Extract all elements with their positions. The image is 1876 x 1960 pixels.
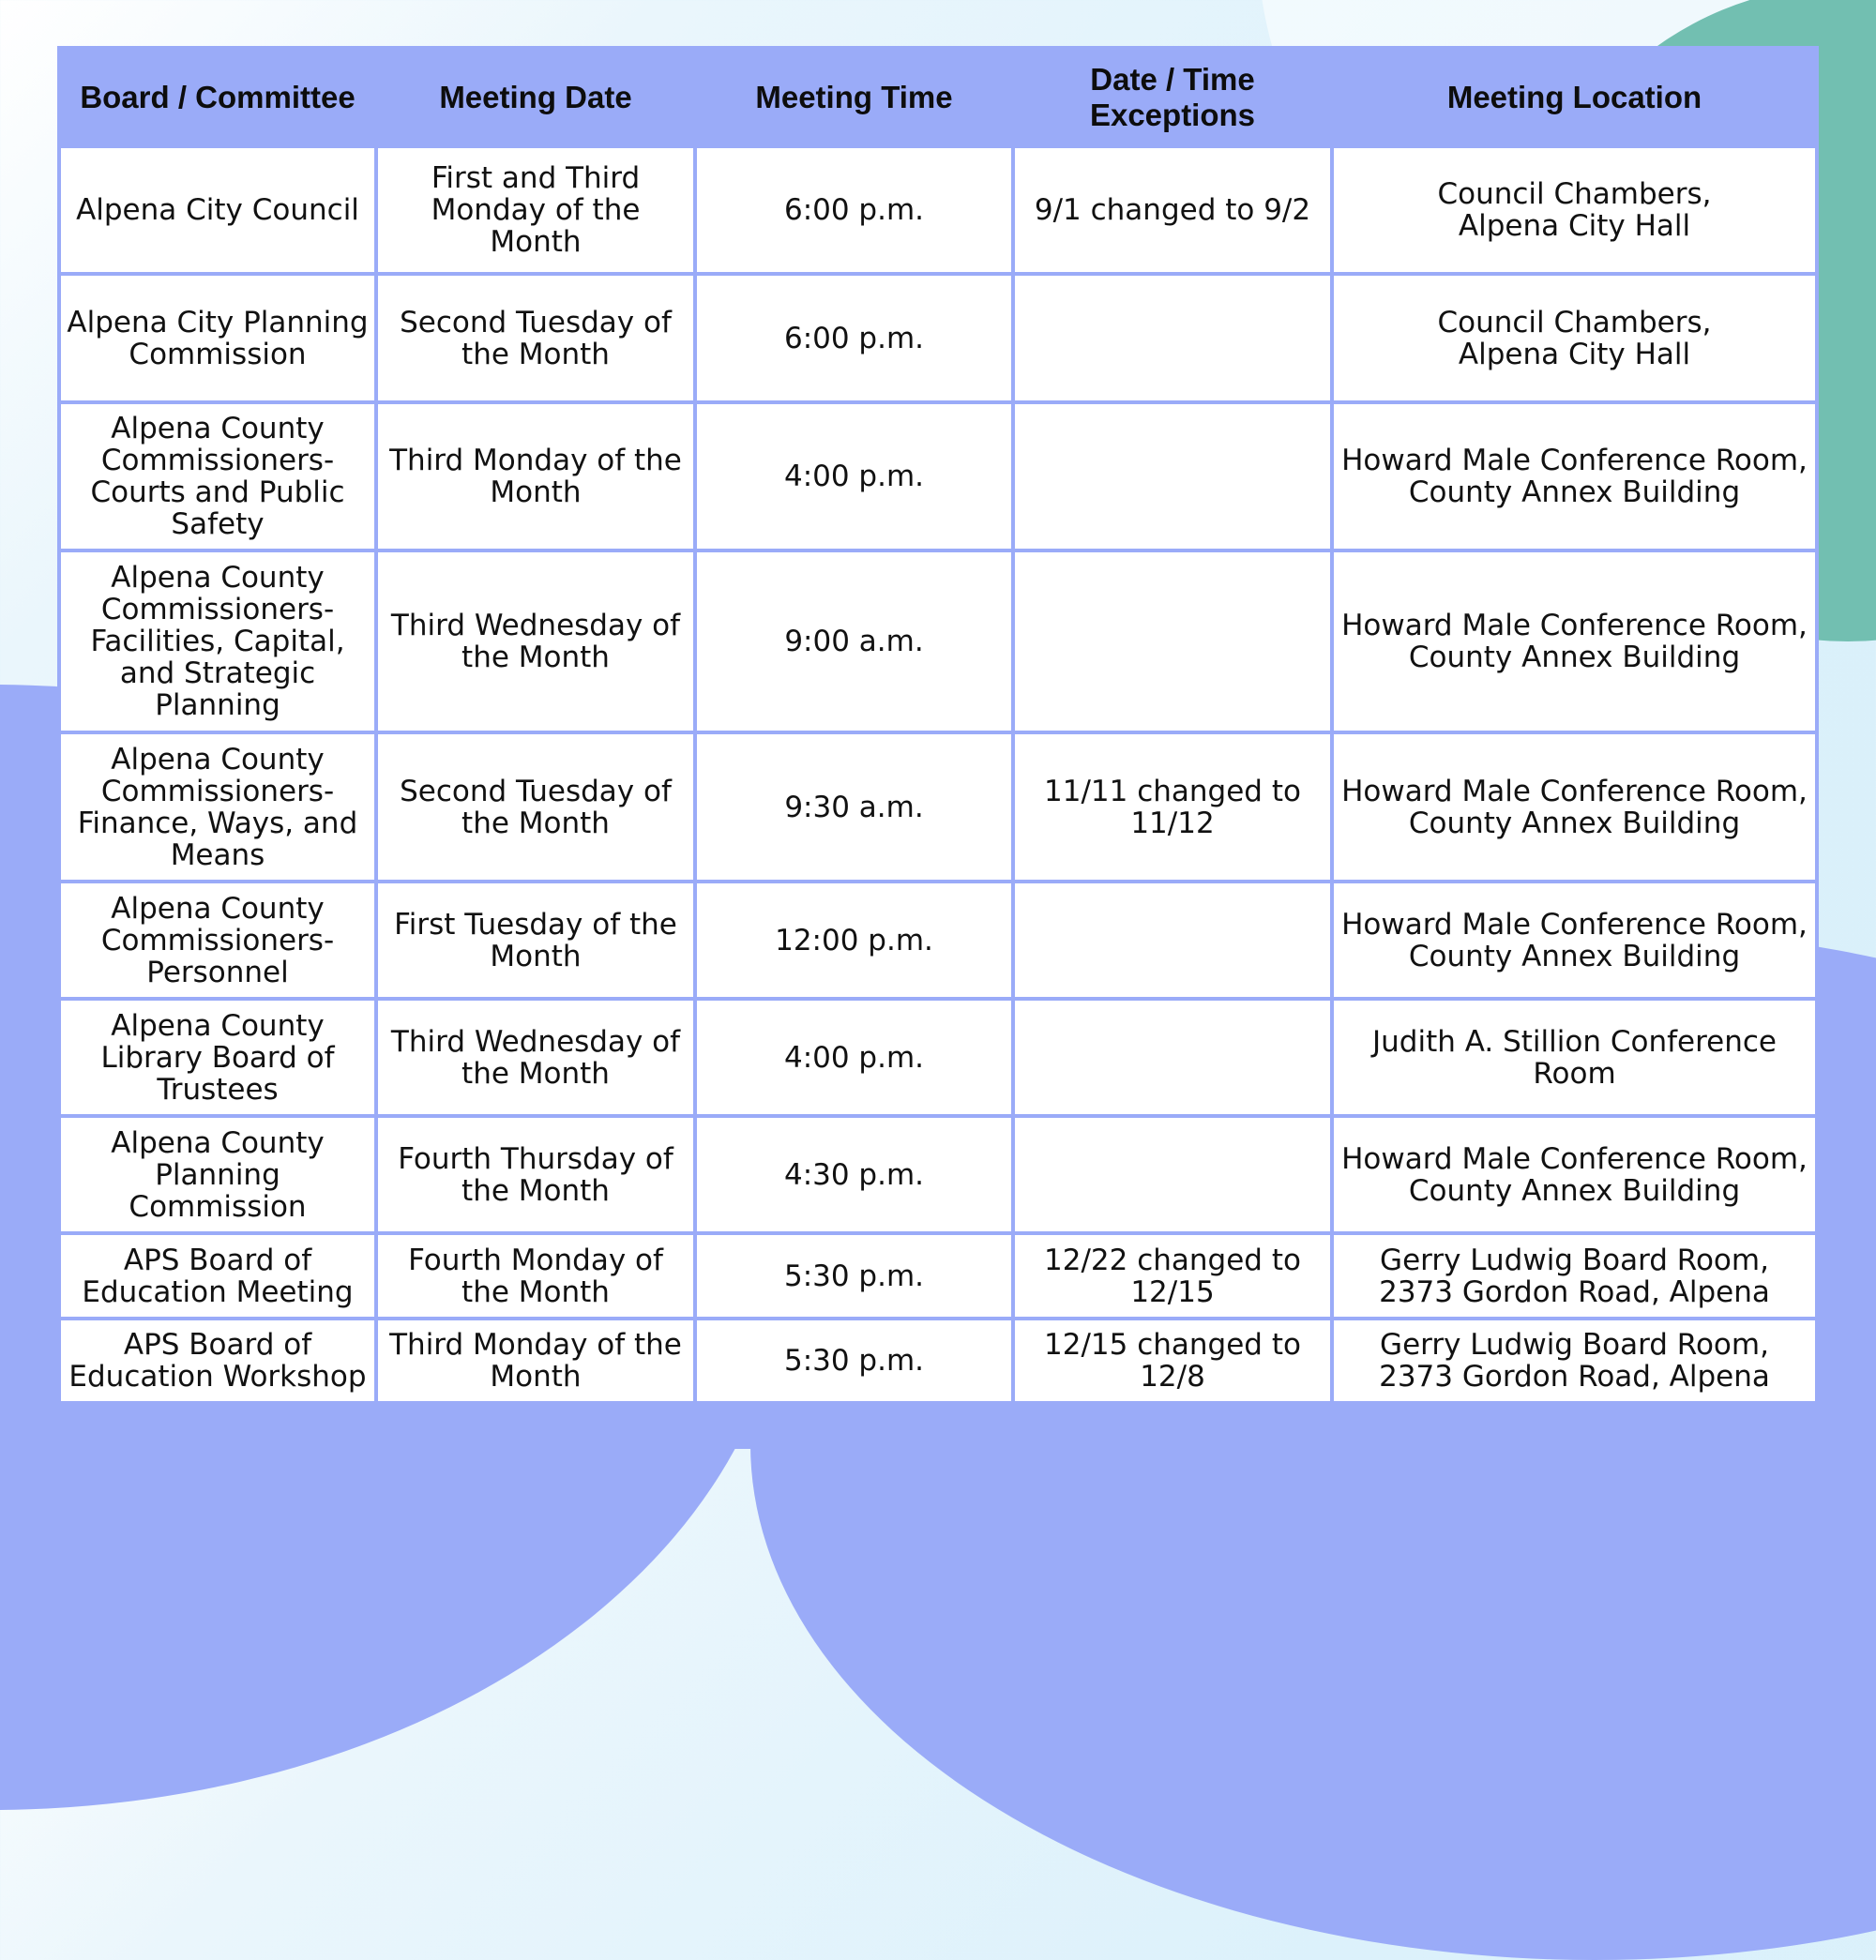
cell-meeting-date: Fourth Monday of the Month: [378, 1235, 693, 1317]
table-body: [61, 148, 1815, 1401]
cell-date-time-exception: 12/15 changed to 12/8: [1015, 1320, 1330, 1401]
cell-board-committee: Alpena County Commissioners- Courts and Public Safety: [61, 404, 374, 549]
table-row: [61, 404, 1815, 549]
cell-board-committee: Alpena County Planning Commission: [61, 1118, 374, 1231]
cell-meeting-date: First Tuesday of the Month: [378, 883, 693, 997]
cell-meeting-date: Fourth Thursday of the Month: [378, 1118, 693, 1231]
header-meeting-location: Meeting Location: [1334, 50, 1815, 144]
header-board-committee: Board / Committee: [61, 50, 374, 144]
cell-meeting-date: Second Tuesday of the Month: [378, 734, 693, 880]
cell-meeting-location: Howard Male Conference Room, County Annex Building: [1334, 734, 1815, 880]
cell-meeting-location: Council Chambers, Alpena City Hall: [1334, 148, 1815, 272]
cell-date-time-exception: 11/11 changed to 11/12: [1015, 734, 1330, 880]
cell-date-time-exception: 9/1 changed to 9/2: [1015, 148, 1330, 272]
header-meeting-date: Meeting Date: [378, 50, 693, 144]
table-row: [61, 883, 1815, 997]
cell-date-time-exception: [1015, 883, 1330, 997]
cell-board-committee: APS Board of Education Workshop: [61, 1320, 374, 1401]
table-row: [61, 148, 1815, 272]
table-row: [61, 276, 1815, 400]
cell-date-time-exception: 12/22 changed to 12/15: [1015, 1235, 1330, 1317]
cell-meeting-date: First and Third Monday of the Month: [378, 148, 693, 272]
cell-meeting-location: Howard Male Conference Room, County Annex Building: [1334, 552, 1815, 731]
cell-date-time-exception: [1015, 1001, 1330, 1114]
cell-meeting-time: 6:00 p.m.: [697, 276, 1011, 400]
cell-board-committee: Alpena County Commissioners- Personnel: [61, 883, 374, 997]
cell-date-time-exception: [1015, 552, 1330, 731]
header-date-time-exceptions: Date / Time Exceptions: [1015, 50, 1330, 144]
cell-meeting-time: 4:00 p.m.: [697, 1001, 1011, 1114]
cell-meeting-time: 5:30 p.m.: [697, 1235, 1011, 1317]
cell-meeting-date: Third Monday of the Month: [378, 1320, 693, 1401]
cell-meeting-location: Council Chambers, Alpena City Hall: [1334, 276, 1815, 400]
cell-date-time-exception: [1015, 1118, 1330, 1231]
cell-meeting-location: Howard Male Conference Room, County Annex Building: [1334, 883, 1815, 997]
meeting-schedule-table: [57, 46, 1819, 1405]
cell-meeting-location: Gerry Ludwig Board Room, 2373 Gordon Road, Alpena: [1334, 1320, 1815, 1401]
cell-meeting-location: Gerry Ludwig Board Room, 2373 Gordon Road, Alpena: [1334, 1235, 1815, 1317]
cell-date-time-exception: [1015, 276, 1330, 400]
cell-meeting-date: Third Monday of the Month: [378, 404, 693, 549]
cell-meeting-time: 4:30 p.m.: [697, 1118, 1011, 1231]
table-row: [61, 552, 1815, 731]
table-row: [61, 1001, 1815, 1114]
cell-board-committee: Alpena County Commissioners- Facilities, Capital, and Strategic Planning: [61, 552, 374, 731]
table-row: [61, 1320, 1815, 1401]
cell-meeting-time: 12:00 p.m.: [697, 883, 1011, 997]
cell-board-committee: APS Board of Education Meeting: [61, 1235, 374, 1317]
header-meeting-time: Meeting Time: [697, 50, 1011, 144]
header-row: [61, 50, 1815, 144]
cell-meeting-time: 9:00 a.m.: [697, 552, 1011, 731]
cell-meeting-location: Judith A. Stillion Conference Room: [1334, 1001, 1815, 1114]
cell-meeting-time: 9:30 a.m.: [697, 734, 1011, 880]
cell-meeting-date: Second Tuesday of the Month: [378, 276, 693, 400]
cell-meeting-date: Third Wednesday of the Month: [378, 1001, 693, 1114]
cell-meeting-location: Howard Male Conference Room, County Annex Building: [1334, 1118, 1815, 1231]
cell-meeting-time: 6:00 p.m.: [697, 148, 1011, 272]
cell-board-committee: Alpena County Commissioners- Finance, Ways, and Means: [61, 734, 374, 880]
table-row: [61, 1118, 1815, 1231]
table-row: [61, 734, 1815, 880]
cell-board-committee: Alpena City Council: [61, 148, 374, 272]
cell-meeting-time: 4:00 p.m.: [697, 404, 1011, 549]
cell-date-time-exception: [1015, 404, 1330, 549]
table-row: [61, 1235, 1815, 1317]
cell-meeting-date: Third Wednesday of the Month: [378, 552, 693, 731]
cell-board-committee: Alpena County Library Board of Trustees: [61, 1001, 374, 1114]
cell-meeting-location: Howard Male Conference Room, County Annex Building: [1334, 404, 1815, 549]
table-header: [61, 50, 1815, 144]
cell-meeting-time: 5:30 p.m.: [697, 1320, 1011, 1401]
cell-board-committee: Alpena City Planning Commission: [61, 276, 374, 400]
